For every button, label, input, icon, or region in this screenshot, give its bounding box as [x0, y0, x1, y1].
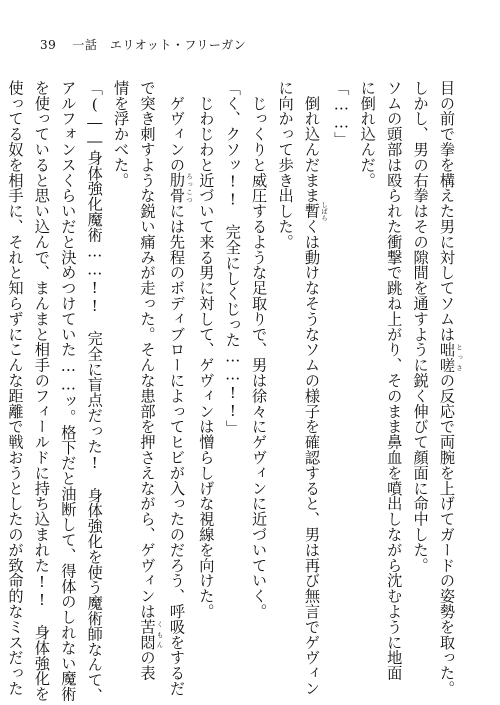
text-line-4: に倒れ込んだ。 — [358, 80, 377, 188]
text-line-5: 「……」 — [332, 80, 351, 148]
text-line-16: を使っていると思い込んで、まんまと相手のフィールドに持ち込まれた!! 身体強化を — [32, 80, 51, 702]
text-line-9: 「く、クソッ!! 完全にしくじった……!!」 — [223, 80, 242, 436]
text-line-13: 情を浮かべた。 — [112, 80, 131, 188]
text-line-8: じっくりと威圧するような足取りで、男は徐々にゲヴィンに近づいていく。 — [250, 95, 269, 620]
ruby-kumon: 苦悶 くもん — [138, 619, 164, 650]
chapter-title: 一話 エリオット・フリーガン — [72, 38, 247, 52]
text-line-17: 使ってる奴を相手に、それと知らずにこんな距離で戦おうとしたのが致命的なミスだった — [6, 80, 25, 696]
text-line-3: ソムの頭部は殴られた衝撃で跳ね上がり、そのまま鼻血を噴出しながら沈むように地面 — [385, 80, 404, 681]
novel-body-text — [6, 80, 463, 703]
text-line-1: 目の前で拳を構えた男に対してソムは咄嗟 とっさの反応で両腕を上げてガードの姿勢を取った。 — [438, 80, 463, 697]
text-line-6: 倒れ込んだまま暫 しばらくは動けなそうなソムの様子を確認すると、男は再び無言でゲヴィン — [302, 95, 328, 697]
text-line-12: で突き刺すような鋭い痛みが走った。そんな患部を押さえながら、ゲヴィンは苦悶 くもんの表 — [138, 80, 164, 681]
ruby-rokkotsu: 肋骨 ろっこつ — [167, 172, 193, 204]
ruby-tossa: 咄嗟 とっさ — [438, 341, 463, 373]
text-line-7: に向かって歩き出した。 — [276, 80, 295, 250]
running-header — [40, 36, 246, 54]
text-line-11: ゲヴィンの肋骨 ろっこつには先程のボディブローによってヒビが入ったのだろう、呼吸をするだ — [167, 95, 193, 697]
text-line-2: しかし、男の右拳はその隙間を通すように鋭く伸びて顔面に命中した。 — [411, 80, 430, 573]
text-line-14: 「(――身体強化魔術……!! 完全に盲点だった! 身体強化を使う魔術師なんて、 — [85, 80, 104, 703]
text-line-10: じわじわと近づいて来る男に対して、ゲヴィンは憎らしげな視線を向けた。 — [197, 95, 216, 620]
ruby-shibara: 暫 しばら — [302, 201, 328, 221]
page-number: 39 — [40, 38, 57, 52]
text-line-15: アルフォンスくらいだと決めつけていた……ッ。格下だと油断して、得体のしれない魔術 — [59, 80, 78, 702]
